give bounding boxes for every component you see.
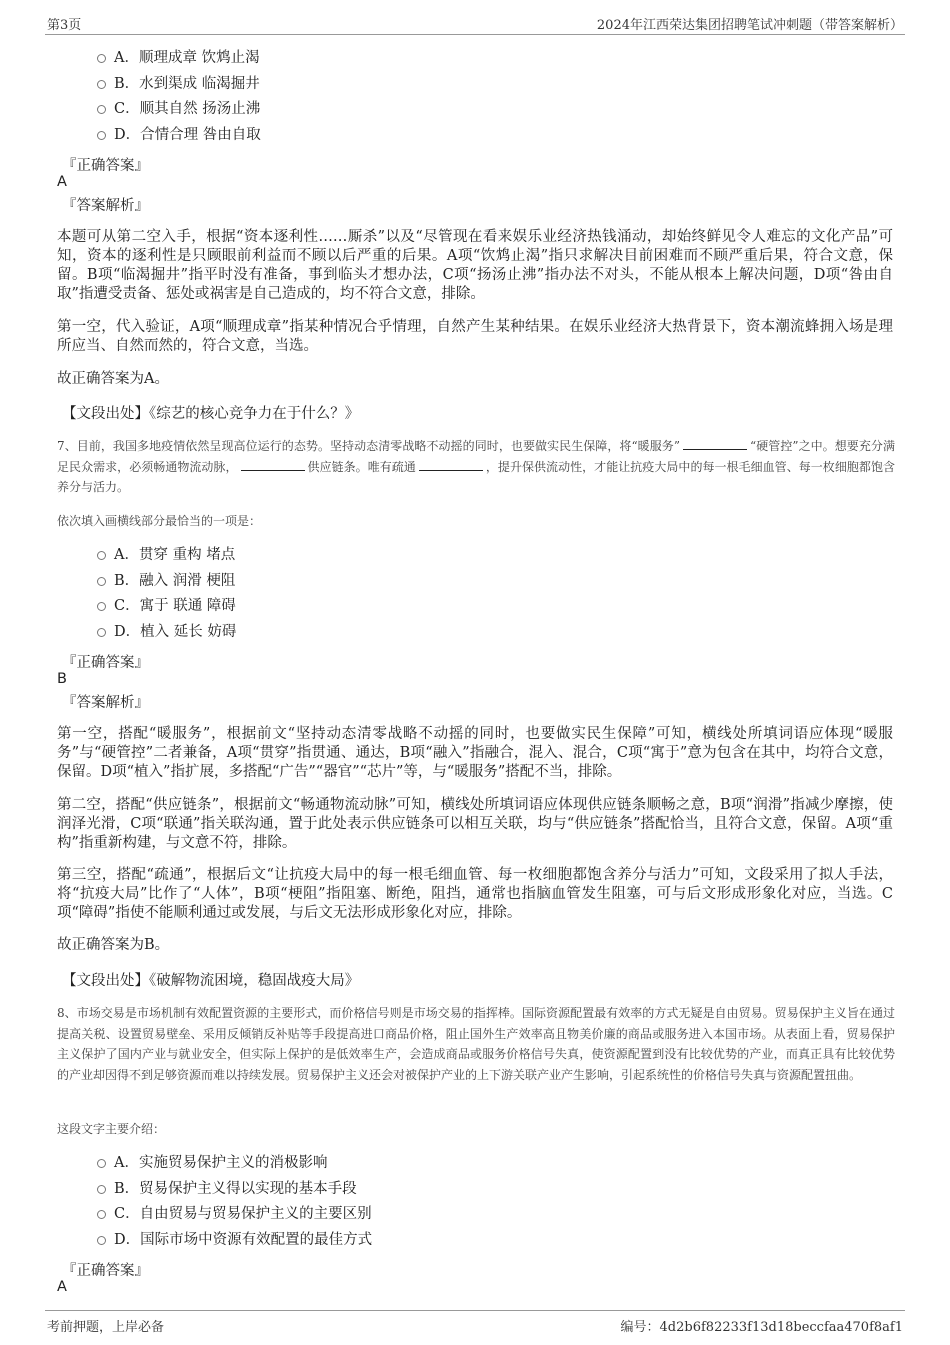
q6-option-a[interactable]: A．顺理成章 饮鸩止渴 [97, 46, 261, 72]
page-header [45, 12, 905, 35]
q8-option-a[interactable]: A．实施贸易保护主义的消极影响 [97, 1151, 372, 1177]
q7-prompt: 依次填入画横线部分最恰当的一项是： [57, 514, 262, 528]
radio-icon[interactable] [97, 80, 106, 89]
q7-option-d[interactable]: D．植入 延长 妨碍 [97, 620, 236, 646]
blank-line [241, 458, 305, 471]
footer-slogan: 考前押题，上岸必备 [47, 1320, 165, 1335]
radio-icon[interactable] [97, 131, 106, 140]
radio-icon[interactable] [97, 54, 106, 63]
q7-source: 【文段出处】《破解物流困境，稳固战疫大局》 [62, 973, 360, 989]
q8-prompt: 这段文字主要介绍： [57, 1122, 166, 1136]
page-number: 第3页 [47, 18, 82, 33]
q7-option-c[interactable]: C．寓于 联通 障碍 [97, 594, 236, 620]
radio-icon[interactable] [97, 628, 106, 637]
q8-option-b[interactable]: B．贸易保护主义得以实现的基本手段 [97, 1177, 372, 1203]
q8-answer: A [57, 1279, 67, 1295]
q8-stem: 8、市场交易是市场机制有效配置资源的主要形式，而价格信号则是市场交易的指挥棒。国际资源配置最有效率的方式无疑是自由贸易。贸易保护主义旨在通过提高关税、设置贸易壁垒、采用反倾销反补贴等手段提高进口商品价格，阻止国外生产效率高且物美价廉的商品或服务进入本国市场。从表面上看，贸易保护主义保护了国内产业与就业安全，但实际上保护的是低效率生产，会造成商品或服务价格信号失真，使资源配置到没有比较优势的产业，而真正具有比较优势的产业却因得不到足够资源而难以持续发展。贸易保护主义还会对被保护产业的上下游关联产业产生影响，引起系统性的价格信号失真与资源配置扭曲。 [57, 1006, 895, 1082]
q8-option-d[interactable]: D．国际市场中资源有效配置的最佳方式 [97, 1228, 372, 1254]
q6-analysis-p2: 第一空，代入验证，A项“顺理成章”指某种情况合乎情理，自然产生某种结果。在娱乐业经济大热背景下，资本潮流蜂拥入场是理所应当、自然而然的，符合文意，当选。 [57, 319, 893, 354]
q6-answer: A [57, 174, 67, 190]
q6-option-c[interactable]: C．顺其自然 扬汤止沸 [97, 97, 261, 123]
q7-stem: 7、目前，我国多地疫情依然呈现高位运行的态势。坚持动态清零战略不动摇的同时，也要做实民生保障，将“暖服务” “硬管控”之中。想要充分满足民众需求，必须畅通物流动脉， 供应链条。唯有疏通 ，提升保供流动性，才能让抗疫大局中的每一根毛细血管、每一枚细胞都饱含养分与活力。 [57, 439, 895, 494]
q7-analysis-p4: 故正确答案为B。 [57, 937, 170, 953]
page-footer [45, 1310, 905, 1335]
document-title: 2024年江西荣达集团招聘笔试冲刺题（带答案解析） [596, 18, 903, 33]
q6-options [97, 46, 261, 148]
q6-answer-label: 『正确答案』 [62, 158, 149, 174]
q7-analysis-p3: 第三空，搭配“疏通”，根据后文“让抗疫大局中的每一根毛细血管、每一枚细胞都饱含养分与活力”可知，文段采用了拟人手法，将“抗疫大局”比作了“人体”，B项“梗阻”指阻塞、断绝，阻挡，通常也指脑血管发生阻塞，可与后文形成形象化对应，当选。C项“障碍”指使不能顺利通过或发展，与后文无法形成形象化对应，排除。 [57, 867, 893, 921]
q8-options [97, 1151, 372, 1253]
q7-answer: B [57, 671, 67, 687]
q7-answer-label: 『正确答案』 [62, 655, 149, 671]
q6-option-b[interactable]: B．水到渠成 临渴掘井 [97, 72, 261, 98]
q8-option-c[interactable]: C．自由贸易与贸易保护主义的主要区别 [97, 1202, 372, 1228]
radio-icon[interactable] [97, 1210, 106, 1219]
q6-analysis-p1: 本题可从第二空入手，根据“资本逐利性……厮杀”以及“尽管现在看来娱乐业经济热钱涌动，却始终鲜见令人难忘的文化产品”可知，资本的逐利性是只顾眼前利益而不顾以后严重的后果。A项“饮鸩止渴”指只求解决目前困难而不顾严重后果，符合文意，保留。B项“临渴掘井”指平时没有准备，事到临头才想办法，C项“扬汤止沸”指办法不对头，不能从根本上解决问题，D项“咎由自取”指遭受责备、惩处或祸害是自己造成的，均不符合文意，排除。 [57, 229, 893, 302]
q8-answer-label: 『正确答案』 [62, 1263, 149, 1279]
q6-source: 【文段出处】《综艺的核心竞争力在于什么？》 [62, 406, 360, 422]
q6-analysis-label: 『答案解析』 [62, 198, 149, 214]
radio-icon[interactable] [97, 551, 106, 560]
radio-icon[interactable] [97, 1236, 106, 1245]
q7-option-b[interactable]: B．融入 润滑 梗阻 [97, 569, 236, 595]
blank-line [683, 437, 747, 450]
q7-analysis-label: 『答案解析』 [62, 695, 149, 711]
radio-icon[interactable] [97, 1159, 106, 1168]
document-code: 编号：4d2b6f82233f13d18beccfaa470f8af1 [620, 1320, 903, 1335]
q7-analysis-p1: 第一空，搭配“暖服务”，根据前文“坚持动态清零战略不动摇的同时，也要做实民生保障”可知，横线处所填词语应体现“暖服务”与“硬管控”二者兼备，A项“贯穿”指贯通、通达，B项“融入”指融合，混入、混合，C项“寓于”意为包含在其中，均符合文意，保留。D项“植入”指扩展，多搭配“广告”“器官”“芯片”等，与“暖服务”搭配不当，排除。 [57, 726, 893, 780]
radio-icon[interactable] [97, 105, 106, 114]
q7-option-a[interactable]: A．贯穿 重构 堵点 [97, 543, 236, 569]
q6-option-d[interactable]: D．合情合理 咎由自取 [97, 123, 261, 149]
blank-line [419, 458, 483, 471]
radio-icon[interactable] [97, 1185, 106, 1194]
q6-analysis-p3: 故正确答案为A。 [57, 371, 169, 387]
radio-icon[interactable] [97, 577, 106, 586]
q7-options [97, 543, 236, 645]
radio-icon[interactable] [97, 602, 106, 611]
q7-analysis-p2: 第二空，搭配“供应链条”，根据前文“畅通物流动脉”可知，横线处所填词语应体现供应链条顺畅之意，B项“润滑”指减少摩擦，使润泽光滑，C项“联通”指关联沟通，置于此处表示供应链条可以相互关联，均与“供应链条”搭配恰当，且符合文意，保留。A项“重构”指重新构建，与文意不符，排除。 [57, 797, 893, 851]
